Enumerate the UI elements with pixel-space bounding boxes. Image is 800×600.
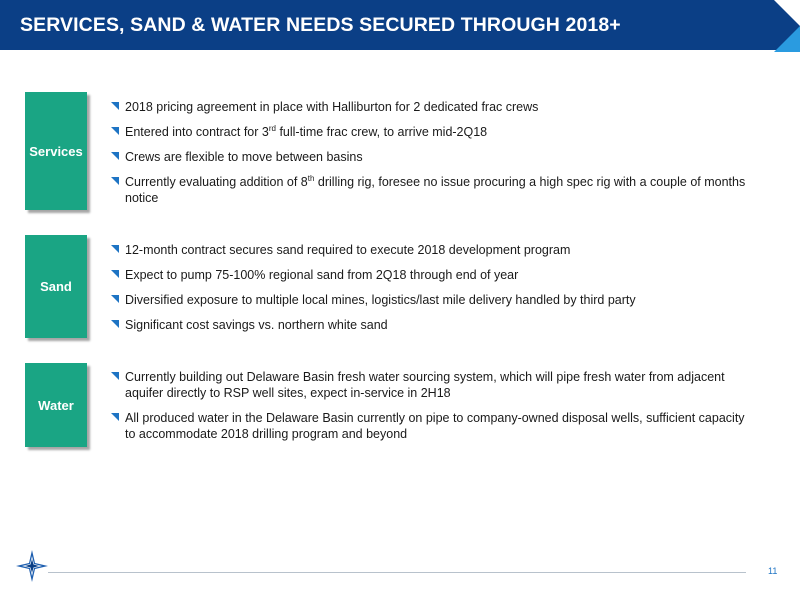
services-bullet-list (110, 99, 750, 215)
list-item: 12-month contract secures sand required to execute 2018 development program (110, 242, 750, 258)
page-number: 11 (768, 566, 778, 576)
services-label: Services (25, 92, 87, 210)
list-item: Crews are flexible to move between basins (110, 149, 750, 165)
sand-bullet-list (110, 242, 750, 342)
bullet-icon (111, 127, 119, 135)
header-bar (0, 0, 800, 50)
water-label: Water (25, 363, 87, 447)
list-item: Significant cost savings vs. northern white sand (110, 317, 750, 333)
list-item: All produced water in the Delaware Basin currently on pipe to company-owned disposal wells, sufficient capacity to accommodate 2018 drilling program and beyond (110, 410, 750, 442)
star-logo-icon (14, 548, 50, 584)
list-item: 2018 pricing agreement in place with Halliburton for 2 dedicated frac crews (110, 99, 750, 115)
list-item: Diversified exposure to multiple local mines, logistics/last mile delivery handled by third party (110, 292, 750, 308)
bullet-icon (111, 413, 119, 421)
list-item: Currently evaluating addition of 8th drilling rig, foresee no issue procuring a high spec rig with a couple of months notice (110, 174, 750, 206)
bullet-icon (111, 372, 119, 380)
bullet-icon (111, 245, 119, 253)
corner-accent-icon (748, 0, 800, 52)
bullet-icon (111, 177, 119, 185)
page-title: SERVICES, SAND & WATER NEEDS SECURED THROUGH 2018+ (20, 14, 621, 36)
list-item: Entered into contract for 3rd full-time frac crew, to arrive mid-2Q18 (110, 124, 750, 140)
list-item: Currently building out Delaware Basin fresh water sourcing system, which will pipe fresh water from adjacent aquifer directly to RSP well sites, expect in-service in 2H18 (110, 369, 750, 401)
bullet-icon (111, 295, 119, 303)
bullet-icon (111, 152, 119, 160)
footer-divider (48, 572, 746, 573)
water-bullet-list (110, 369, 750, 451)
bullet-icon (111, 102, 119, 110)
list-item: Expect to pump 75-100% regional sand from 2Q18 through end of year (110, 267, 750, 283)
sand-label: Sand (25, 235, 87, 338)
bullet-icon (111, 270, 119, 278)
bullet-icon (111, 320, 119, 328)
